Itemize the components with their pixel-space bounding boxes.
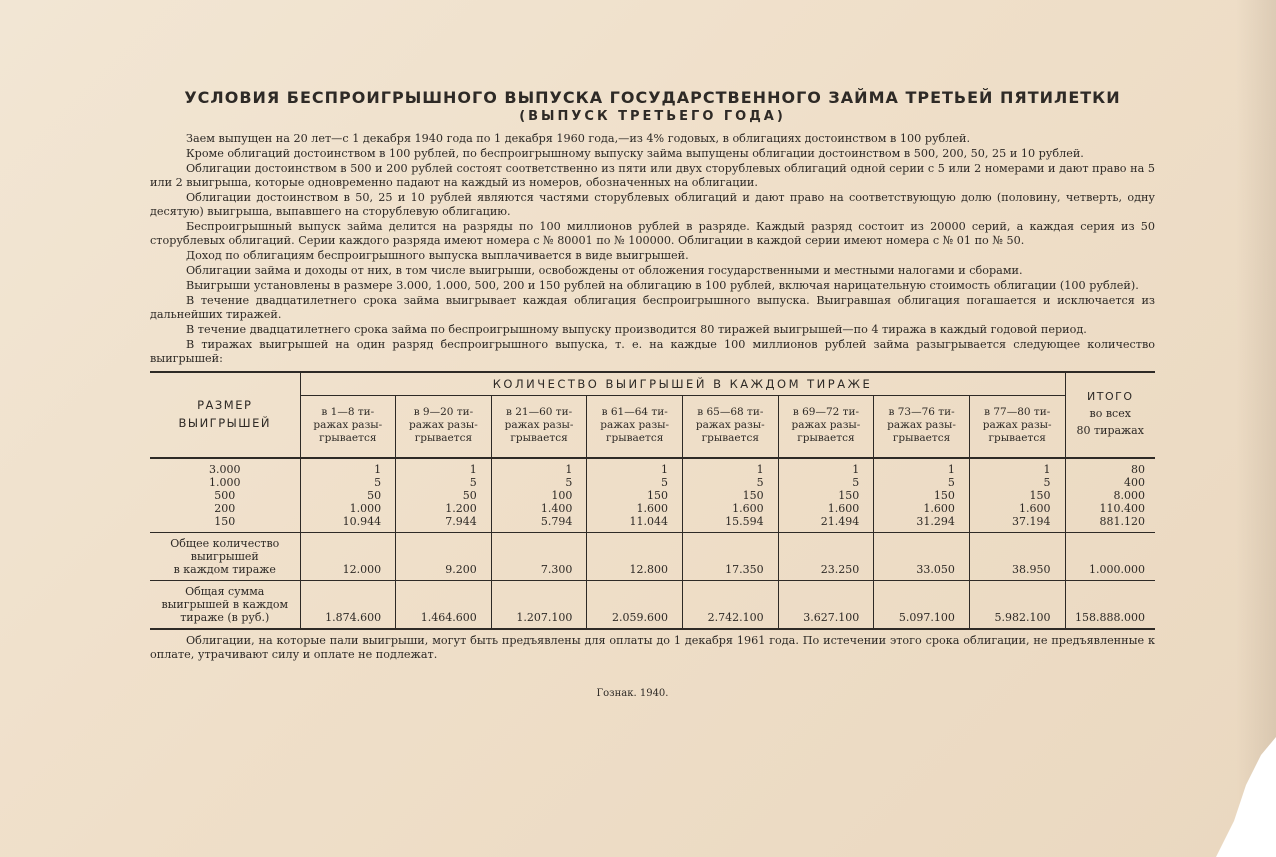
- row-label: [150, 581, 300, 630]
- header-line: 80 тиражах: [1076, 424, 1144, 437]
- count-value: 5: [1043, 476, 1051, 489]
- count-value: 5: [374, 476, 382, 489]
- count-value: 5: [852, 476, 860, 489]
- header-line: РАЗМЕР: [197, 397, 253, 412]
- header-line: грывается: [797, 431, 855, 444]
- header-line: ражах разы-: [313, 418, 383, 431]
- total-column-header: [1065, 373, 1155, 454]
- draw-range-header: [969, 396, 1065, 455]
- document-body: [150, 88, 1155, 699]
- count-value: 50: [367, 489, 382, 502]
- count-value: 150: [742, 489, 764, 502]
- count-value: 1.600: [732, 502, 764, 515]
- label-line: тираже (в руб.): [180, 611, 270, 624]
- paragraph: Доход по облигациям беспроигрышного выпуска выплачивается в виде выигрышей.: [186, 249, 689, 262]
- count-value: 10.944: [342, 515, 382, 528]
- count-value: 5: [947, 476, 955, 489]
- count-value: 100: [551, 489, 573, 502]
- document-subtitle: (ВЫПУСК ТРЕТЬЕГО ГОДА): [519, 109, 786, 124]
- footnote: Облигации, на которые пали выигрыши, могут быть предъявлены для оплаты до 1 декабря 1961 года. По истечении этого срока облигации, не предъявленные к оплате, утрачивают силу и оплате не подлежат.: [150, 634, 1155, 661]
- count-cell: [396, 458, 492, 533]
- sum-cell: 5.982.100: [969, 581, 1065, 630]
- draw-range-header: [683, 396, 779, 455]
- header-line: в 77—80 ти-: [984, 405, 1051, 418]
- header-line: грывается: [606, 431, 664, 444]
- total-count-row: [150, 533, 1155, 581]
- count-value: 1: [469, 463, 477, 476]
- count-value: 150: [933, 489, 955, 502]
- count-cell: [300, 458, 396, 533]
- count-value: 1: [661, 463, 668, 476]
- count-value: 5.794: [540, 515, 573, 528]
- total-cell: [1065, 458, 1155, 533]
- header-line: грывается: [510, 431, 568, 444]
- grand-total-count: 1.000.000: [1065, 533, 1155, 581]
- count-value: 15.594: [725, 515, 764, 528]
- count-total-cell: 33.050: [874, 533, 970, 581]
- count-value: 1: [374, 463, 382, 476]
- count-total-cell: 9.200: [396, 533, 492, 581]
- count-value: 150: [1029, 489, 1051, 502]
- draw-range-header: [587, 396, 683, 455]
- sum-cell: 3.627.100: [778, 581, 874, 630]
- count-total-cell: 7.300: [491, 533, 587, 581]
- count-value: 1.600: [923, 502, 955, 515]
- count-value: 1: [947, 463, 955, 476]
- header-line: грывается: [892, 431, 951, 444]
- count-total-cell: 38.950: [969, 533, 1065, 581]
- count-value: 1.400: [540, 502, 573, 515]
- draw-count-group-header: КОЛИЧЕСТВО ВЫИГРЫШЕЙ В КАЖДОМ ТИРАЖЕ: [300, 373, 1065, 396]
- header-line: ражах разы-: [887, 418, 956, 431]
- prize-table: [150, 371, 1155, 630]
- count-value: 5: [469, 476, 477, 489]
- count-cell: [874, 458, 970, 533]
- count-cell: [491, 458, 587, 533]
- label-line: Общая сумма: [185, 585, 265, 598]
- count-total-cell: 12.800: [587, 533, 683, 581]
- count-value: 1.600: [636, 502, 668, 515]
- sum-cell: 1.874.600: [300, 581, 396, 630]
- header-line: ражах разы-: [791, 418, 861, 431]
- paragraph: Заем выпущен на 20 лет—с 1 декабря 1940 года по 1 декабря 1960 года,—из 4% годовых, в облигациях достоинством в 100 рублей.: [186, 132, 971, 145]
- count-value: 1.200: [445, 502, 477, 515]
- paragraph: В течение двадцатилетнего срока займа по беспроигрышному выпуску производится 80 тиражей выигрышей—по 4 тиража в каждый годовой период.: [186, 323, 1087, 336]
- count-value: 7.944: [445, 515, 477, 528]
- count-cell: [683, 458, 779, 533]
- paragraph: В течение двадцатилетнего срока займа выигрывает каждая облигация беспроигрышного выпуска. Выигравшая облигация погашается и исключается из дальнейших тиражей.: [150, 294, 1155, 321]
- header-line: в 69—72 ти-: [792, 405, 860, 418]
- count-cell: [778, 458, 874, 533]
- count-value: 11.044: [629, 515, 668, 528]
- total-value: 80: [1131, 463, 1145, 476]
- count-value: 21.494: [820, 515, 860, 528]
- sum-cell: 2.742.100: [683, 581, 779, 630]
- paragraph: Выигрыши установлены в размере 3.000, 1.000, 500, 200 и 150 рублей на облигацию в 100 рублей, включая нарицательную стоимость облигации (100 рублей).: [186, 279, 1139, 292]
- paragraph: В тиражах выигрышей на один разряд беспроигрышного выпуска, т. е. на каждые 100 миллионов рублей займа разыгрывается следующее количество выигрышей:: [150, 338, 1155, 365]
- header-line: в 73—76 ти-: [888, 405, 955, 418]
- paragraph: Беспроигрышный выпуск займа делится на разряды по 100 миллионов рублей в разряде. Каждый разряд состоит из 20000 серий, а каждая серия из 50 сторублевых облигаций. Серии каждого разряда имеют номера с № 80001 по № 100000. Облигации в каждой серии имеют номера с № 01 по № 50.: [150, 220, 1155, 247]
- label-line: в каждом тираже: [173, 563, 276, 576]
- prize-size: 1.000: [209, 476, 241, 489]
- header-line: в 21—60 ти-: [505, 405, 573, 418]
- count-cell: [969, 458, 1065, 533]
- document-title: УСЛОВИЯ БЕСПРОИГРЫШНОГО ВЫПУСКА ГОСУДАРСТВЕННОГО ЗАЙМА ТРЕТЬЕЙ ПЯТИЛЕТКИ: [184, 88, 1121, 107]
- sum-cell: 5.097.100: [874, 581, 970, 630]
- count-value: 50: [462, 489, 477, 502]
- count-total-cell: 23.250: [778, 533, 874, 581]
- prize-size: 3.000: [209, 463, 241, 476]
- header-line: ражах разы-: [600, 418, 670, 431]
- sum-cell: 1.464.600: [396, 581, 492, 630]
- draw-range-header: [396, 396, 492, 455]
- prize-size: 500: [214, 489, 236, 502]
- header-line: грывается: [319, 431, 377, 444]
- count-value: 1.600: [827, 502, 860, 515]
- count-value: 1: [565, 463, 573, 476]
- prize-counts-row: [150, 458, 1155, 533]
- paragraph: Облигации достоинством в 500 и 200 рублей состоят соответственно из пяти или двух сторублевых облигаций одной серии с 5 или 2 номерами и дают право на 5 или 2 выигрыша, которые одновременно падают на каждый из номеров, обозначенных на облигации.: [150, 162, 1155, 189]
- printer-imprint: Гознак. 1940.: [596, 688, 669, 699]
- count-total-cell: 17.350: [683, 533, 779, 581]
- header-line: в 1—8 ти-: [321, 405, 375, 418]
- header-line: грывается: [414, 431, 473, 444]
- header-line: ражах разы-: [409, 418, 478, 431]
- conditions-text: [150, 132, 1155, 366]
- count-value: 31.294: [916, 515, 955, 528]
- count-value: 1: [1043, 463, 1051, 476]
- label-line: Общее количество: [170, 537, 280, 550]
- header-line: в 9—20 ти-: [413, 405, 474, 418]
- draw-range-header: [778, 396, 874, 455]
- label-line: выигрышей в каждом: [161, 598, 289, 611]
- prize-size: 150: [214, 515, 236, 528]
- draw-range-header: [874, 396, 970, 455]
- count-value: 1: [756, 463, 764, 476]
- total-value: 8.000: [1113, 489, 1145, 502]
- total-value: 110.400: [1099, 502, 1145, 515]
- header-line: во всех: [1089, 407, 1131, 420]
- count-value: 5: [565, 476, 573, 489]
- header-line: в 65—68 ти-: [697, 405, 764, 418]
- header-line: ИТОГО: [1087, 390, 1134, 403]
- count-value: 5: [756, 476, 764, 489]
- paragraph: Облигации достоинством в 50, 25 и 10 рублей являются частями сторублевых облигаций и дают право на соответствующую долю (половину, четверть, одну десятую) выигрыша, выпавшего на сторублевую облигацию.: [150, 191, 1155, 218]
- count-value: 1.600: [1019, 502, 1051, 515]
- paragraph: Облигации займа и доходы от них, в том числе выигрыши, освобождены от обложения государственными и местными налогами и сборами.: [186, 264, 1023, 277]
- prize-size-cell: [150, 458, 300, 533]
- header-line: ражах разы-: [982, 418, 1052, 431]
- total-value: 881.120: [1099, 515, 1145, 528]
- sum-cell: 1.207.100: [491, 581, 587, 630]
- header-line: грывается: [988, 431, 1046, 444]
- count-value: 1: [852, 463, 860, 476]
- draw-range-header: [491, 396, 587, 455]
- grand-total-sum: 158.888.000: [1065, 581, 1155, 630]
- paragraph: Кроме облигаций достоинством в 100 рублей, по беспроигрышному выпуску займа выпущены облигации достоинством в 500, 200, 50, 25 и 10 рублей.: [186, 147, 1084, 160]
- label-line: выигрышей: [190, 550, 259, 563]
- header-line: ВЫИГРЫШЕЙ: [178, 415, 271, 430]
- count-value: 1.000: [349, 502, 382, 515]
- count-value: 5: [661, 476, 668, 489]
- prize-size: 200: [214, 502, 236, 515]
- count-value: 37.194: [1012, 515, 1051, 528]
- size-column-header: [150, 373, 300, 454]
- sum-cell: 2.059.600: [587, 581, 683, 630]
- header-line: ражах разы-: [695, 418, 765, 431]
- count-value: 150: [647, 489, 668, 502]
- count-cell: [587, 458, 683, 533]
- count-value: 150: [838, 489, 860, 502]
- total-value: 400: [1124, 476, 1145, 489]
- total-sum-row: [150, 581, 1155, 630]
- paper-edge-shadow: [1236, 0, 1276, 857]
- header-line: в 61—64 ти-: [601, 405, 668, 418]
- count-total-cell: 12.000: [300, 533, 396, 581]
- row-label: [150, 533, 300, 581]
- header-line: грывается: [701, 431, 759, 444]
- draw-range-header: [300, 396, 396, 455]
- header-line: ражах разы-: [504, 418, 574, 431]
